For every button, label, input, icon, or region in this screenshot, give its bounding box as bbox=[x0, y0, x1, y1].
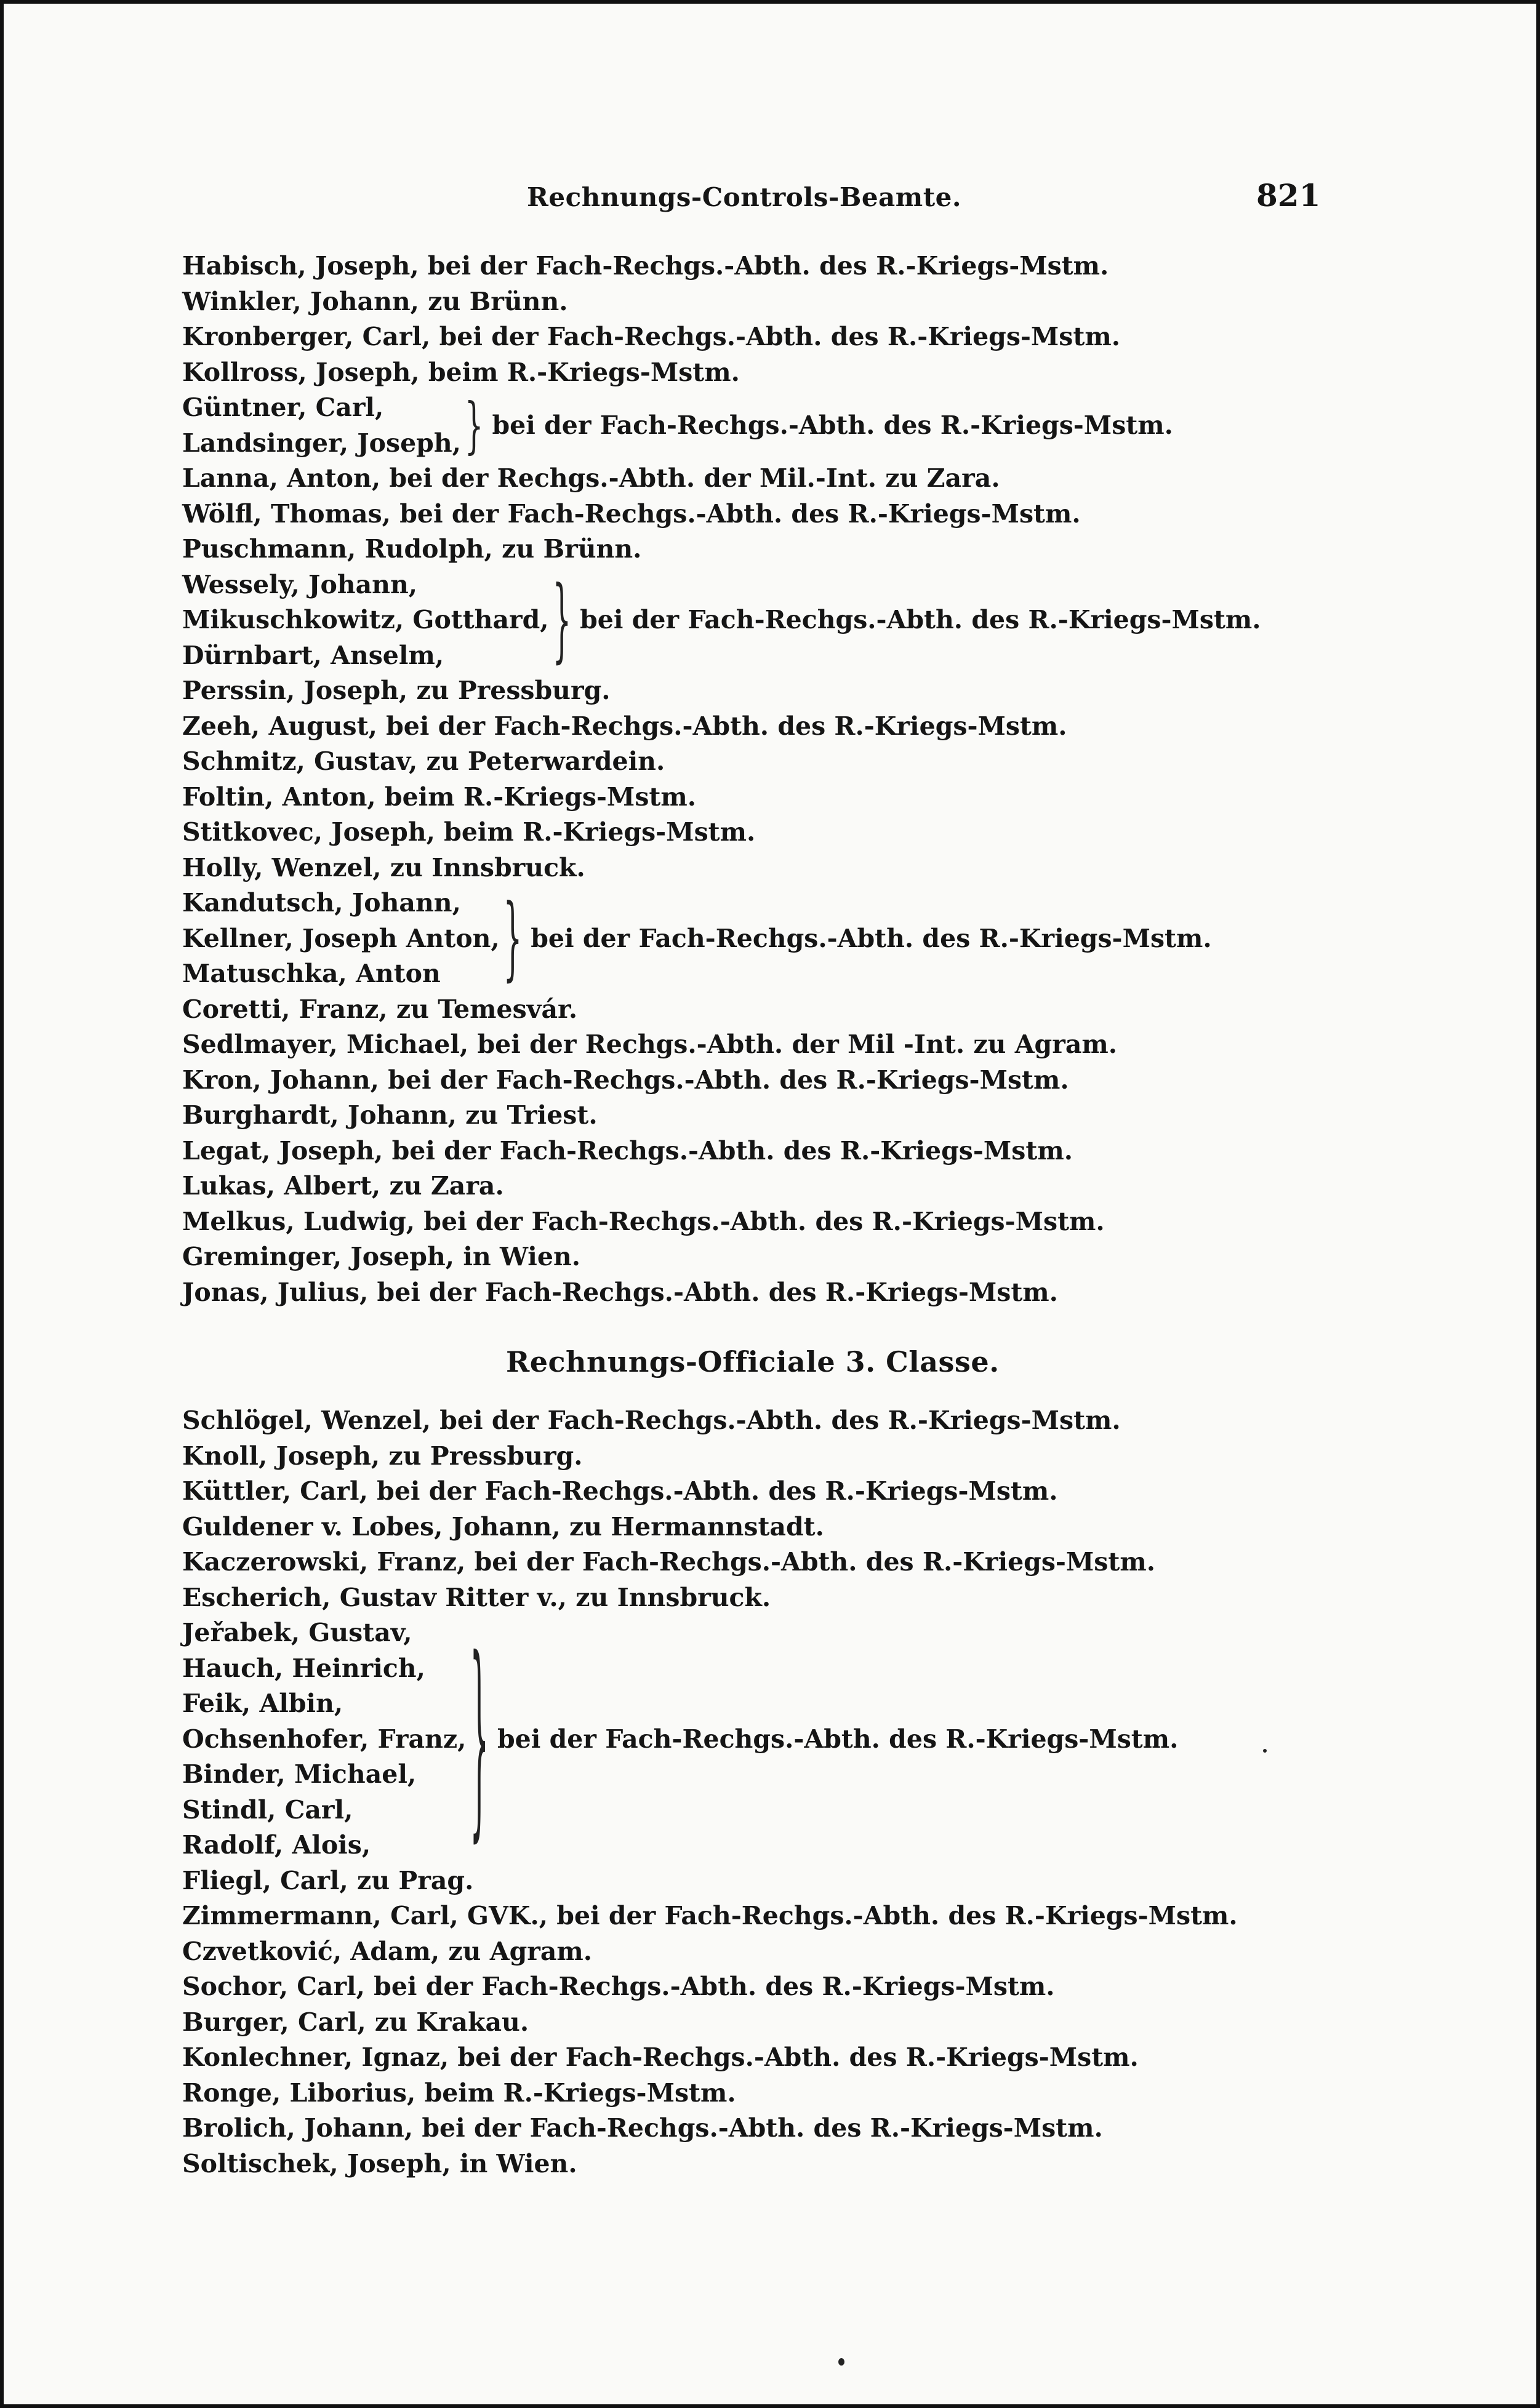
curly-brace: } bbox=[552, 567, 572, 673]
list-entry: Knoll, Joseph, zu Pressburg. bbox=[182, 1441, 583, 1471]
group-name: Kellner, Joseph Anton, bbox=[182, 923, 500, 953]
group-name: Kandutsch, Johann, bbox=[182, 888, 461, 918]
list-entry: Puschmann, Rudolph, zu Brünn. bbox=[182, 534, 642, 564]
list-entry: Burghardt, Johann, zu Triest. bbox=[182, 1100, 598, 1130]
page-number: 821 bbox=[1256, 177, 1321, 214]
group-name: Wessely, Johann, bbox=[182, 569, 418, 599]
list-entry: Stitkovec, Joseph, beim R.-Kriegs-Mstm. bbox=[182, 817, 756, 847]
list-entry: Greminger, Joseph, in Wien. bbox=[182, 1242, 581, 1271]
group-name: Hauch, Heinrich, bbox=[182, 1653, 425, 1683]
list-entry: Holly, Wenzel, zu Innsbruck. bbox=[182, 852, 585, 882]
group-name: Güntner, Carl, bbox=[182, 393, 384, 422]
bracketed-group bbox=[182, 390, 1261, 461]
list-entry: Jonas, Julius, bei der Fach-Rechgs.-Abth. des R.-Kriegs-Mstm. bbox=[182, 1277, 1058, 1307]
print-speck bbox=[1263, 1749, 1267, 1753]
list-entry: Ronge, Liborius, beim R.-Kriegs-Mstm. bbox=[182, 2078, 736, 2108]
list-entry: Perssin, Joseph, zu Pressburg. bbox=[182, 676, 611, 705]
group-name: Radolf, Alois, bbox=[182, 1830, 371, 1860]
group-shared-location: bei der Fach-Rechgs.-Abth. des R.-Kriegs-Mstm. bbox=[580, 605, 1261, 634]
list-entry: Fliegl, Carl, zu Prag. bbox=[182, 1865, 474, 1895]
list-entry: Habisch, Joseph, bei der Fach-Rechgs.-Abth. des R.-Kriegs-Mstm. bbox=[182, 251, 1109, 281]
group-names bbox=[182, 886, 500, 992]
list-entry: Brolich, Johann, bei der Fach-Rechgs.-Abth. des R.-Kriegs-Mstm. bbox=[182, 2113, 1103, 2143]
list-entry: Sochor, Carl, bei der Fach-Rechgs.-Abth. des R.-Kriegs-Mstm. bbox=[182, 1972, 1055, 2001]
bracketed-group bbox=[182, 1615, 1238, 1863]
list-entry: Czvetković, Adam, zu Agram. bbox=[182, 1936, 593, 1966]
list-entry: Schmitz, Gustav, zu Peterwardein. bbox=[182, 746, 665, 776]
group-name: Mikuschkowitz, Gotthard, bbox=[182, 605, 549, 634]
section-officiale-3-classe bbox=[182, 1403, 1238, 2182]
list-entry: Melkus, Ludwig, bei der Fach-Rechgs.-Abth. des R.-Kriegs-Mstm. bbox=[182, 1206, 1105, 1236]
list-entry: Zeeh, August, bei der Fach-Rechgs.-Abth. des R.-Kriegs-Mstm. bbox=[182, 711, 1067, 741]
list-entry: Foltin, Anton, beim R.-Kriegs-Mstm. bbox=[182, 782, 696, 812]
list-entry: Zimmermann, Carl, GVK., bei der Fach-Rechgs.-Abth. des R.-Kriegs-Mstm. bbox=[182, 1901, 1238, 1930]
group-name: Jeřabek, Gustav, bbox=[182, 1618, 412, 1647]
running-head: Rechnungs-Controls-Beamte. bbox=[527, 182, 961, 212]
group-shared-location: bei der Fach-Rechgs.-Abth. des R.-Kriegs-Mstm. bbox=[531, 923, 1212, 953]
list-entry: Kronberger, Carl, bei der Fach-Rechgs.-Abth. des R.-Kriegs-Mstm. bbox=[182, 322, 1120, 351]
curly-brace: } bbox=[470, 1615, 489, 1863]
list-entry: Legat, Joseph, bei der Fach-Rechgs.-Abth. des R.-Kriegs-Mstm. bbox=[182, 1135, 1073, 1166]
list-entry: Kaczerowski, Franz, bei der Fach-Rechgs.-Abth. des R.-Kriegs-Mstm. bbox=[182, 1547, 1155, 1577]
group-name: Binder, Michael, bbox=[182, 1759, 417, 1789]
bracketed-group bbox=[182, 567, 1261, 674]
list-entry: Kollross, Joseph, beim R.-Kriegs-Mstm. bbox=[182, 357, 740, 387]
group-name: Stindl, Carl, bbox=[182, 1794, 353, 1825]
group-names bbox=[182, 1615, 466, 1863]
group-name: Feik, Albin, bbox=[182, 1689, 343, 1718]
list-entry: Lukas, Albert, zu Zara. bbox=[182, 1171, 504, 1201]
list-entry: Burger, Carl, zu Krakau. bbox=[182, 2007, 529, 2037]
list-entry: Coretti, Franz, zu Temesvár. bbox=[182, 994, 578, 1024]
list-entry: Wölfl, Thomas, bei der Fach-Rechgs.-Abth. des R.-Kriegs-Mstm. bbox=[182, 498, 1081, 529]
group-names bbox=[182, 567, 549, 674]
group-names bbox=[182, 390, 461, 461]
list-entry: Soltischek, Joseph, in Wien. bbox=[182, 2148, 577, 2178]
group-shared-location: bei der Fach-Rechgs.-Abth. des R.-Kriegs-Mstm. bbox=[497, 1724, 1179, 1754]
group-name: Matuschka, Anton bbox=[182, 959, 441, 988]
list-entry: Lanna, Anton, bei der Rechgs.-Abth. der Mil.-Int. zu Zara. bbox=[182, 463, 1000, 493]
list-entry: Sedlmayer, Michael, bei der Rechgs.-Abth. der Mil -Int. zu Agram. bbox=[182, 1030, 1118, 1059]
list-entry: Küttler, Carl, bei der Fach-Rechgs.-Abth. des R.-Kriegs-Mstm. bbox=[182, 1476, 1058, 1506]
curly-brace: } bbox=[503, 886, 523, 992]
list-entry: Escherich, Gustav Ritter v., zu Innsbruck. bbox=[182, 1582, 771, 1612]
group-name: Dürnbart, Anselm, bbox=[182, 640, 444, 670]
list-entry: Guldener v. Lobes, Johann, zu Hermannstadt. bbox=[182, 1511, 824, 1542]
group-name: Landsinger, Joseph, bbox=[182, 428, 461, 458]
section-heading: Rechnungs-Officiale 3. Classe. bbox=[506, 1345, 1000, 1378]
list-entry: Konlechner, Ignaz, bei der Fach-Rechgs.-Abth. des R.-Kriegs-Mstm. bbox=[182, 2042, 1139, 2072]
list-entry: Kron, Johann, bei der Fach-Rechgs.-Abth. des R.-Kriegs-Mstm. bbox=[182, 1065, 1069, 1095]
group-shared-location: bei der Fach-Rechgs.-Abth. des R.-Kriegs-Mstm. bbox=[492, 410, 1173, 440]
bracketed-group bbox=[182, 886, 1261, 992]
list-entry: Schlögel, Wenzel, bei der Fach-Rechgs.-Abth. des R.-Kriegs-Mstm. bbox=[182, 1406, 1121, 1435]
curly-brace: } bbox=[464, 390, 484, 461]
section-controls-officials bbox=[182, 249, 1261, 1310]
group-name: Ochsenhofer, Franz, bbox=[182, 1724, 467, 1754]
print-speck bbox=[838, 2358, 844, 2366]
list-entry: Winkler, Johann, zu Brünn. bbox=[182, 286, 568, 316]
